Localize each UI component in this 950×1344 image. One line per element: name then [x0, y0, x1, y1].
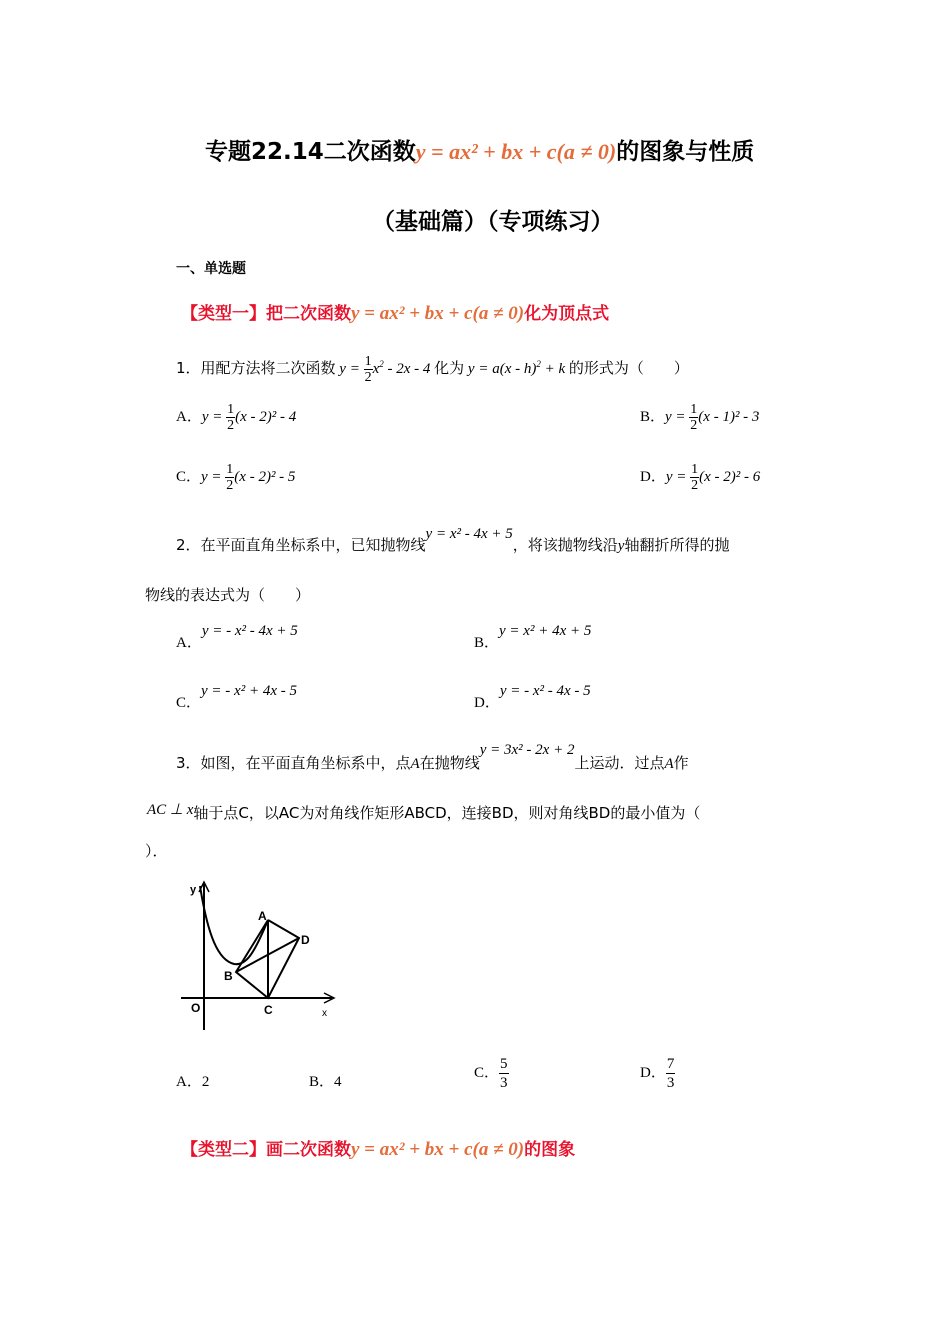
- q3-figure: [176, 876, 346, 1038]
- q3-point-a: A: [410, 756, 420, 772]
- type1-heading: [181, 299, 609, 325]
- q3-option-a[interactable]: [176, 1070, 209, 1091]
- type1-prefix: 【类型一】把二次函数: [181, 304, 351, 324]
- option-label: C．: [474, 1064, 500, 1081]
- option-tail: (x - 2)² - 4: [235, 408, 297, 425]
- option-formula: y = - x² - 4x + 5: [201, 623, 298, 639]
- option-label: A．: [176, 635, 202, 651]
- fig-label-b: B: [224, 969, 233, 983]
- q3-line2: [147, 802, 700, 823]
- fig-label-o: O: [191, 1001, 201, 1015]
- q3-option-c[interactable]: [474, 1055, 509, 1092]
- fig-label-x: x: [322, 1008, 327, 1019]
- q3-point-a-2: A: [664, 756, 674, 772]
- question-1: [176, 354, 689, 385]
- q1-formula: y = $\frac{1}{2}$ $x^2 - 2x - 4$: [335, 354, 435, 385]
- option-label: A．: [176, 1074, 202, 1090]
- option-formula: y = $\frac{1}{2}$ (x - 2)² - 5: [201, 462, 296, 493]
- q2-option-c[interactable]: [176, 683, 297, 712]
- option-label: D．: [640, 468, 666, 485]
- q2-option-a[interactable]: [176, 623, 298, 652]
- q3-line3: ）．: [145, 842, 168, 860]
- q1-option-b[interactable]: [640, 402, 759, 433]
- page-subtitle: （基础篇）（专项练习）: [372, 209, 614, 235]
- option-formula: y = $\frac{1}{2}$ (x - 2)² - 6: [665, 462, 761, 493]
- option-label: B．: [474, 635, 500, 651]
- option-label: D．: [640, 1064, 666, 1081]
- fig-label-c: C: [264, 1003, 273, 1017]
- q2-axis: y: [617, 538, 625, 554]
- fig-label-d: D: [301, 933, 310, 947]
- q1-vertex-form: y = a(x - h)$^2$ + k: [464, 358, 569, 377]
- q3-perp: AC ⊥ x: [147, 802, 194, 818]
- option-value: 2: [201, 1074, 210, 1090]
- q2-text-c: 轴翻折所得的抛: [624, 536, 730, 554]
- q1-text-c: 的形式为（ ）: [568, 358, 689, 377]
- fraction-den: 3: [500, 1075, 508, 1091]
- q3-text-d: 作: [673, 754, 689, 772]
- q1-text-b: 化为: [434, 358, 465, 377]
- option-tail: (x - 1)² - 3: [698, 408, 760, 425]
- q1-text-a: 1．用配方法将二次函数: [176, 358, 336, 377]
- type2-heading: [181, 1135, 575, 1161]
- type2-suffix: 的图象: [524, 1140, 576, 1160]
- option-formula: y = - x² + 4x - 5: [201, 683, 297, 699]
- option-label: D．: [474, 695, 500, 711]
- fig-label-y: y: [190, 884, 197, 896]
- option-formula: y = $\frac{1}{2}$ (x - 2)² - 4: [201, 402, 297, 433]
- title-suffix: 的图象与性质: [616, 139, 755, 165]
- option-value: 4: [334, 1074, 342, 1090]
- q2-text-b: ，将该抛物线沿: [512, 536, 618, 554]
- option-label: C．: [176, 695, 202, 711]
- question-3: [176, 742, 689, 773]
- option-tail: (x - 2)² - 6: [699, 468, 761, 485]
- option-formula: y = $\frac{1}{2}$ (x - 1)² - 3: [665, 402, 760, 433]
- q3-text-c: 上运动．过点: [574, 754, 665, 772]
- option-fraction: [666, 1055, 676, 1092]
- option-label: A．: [176, 408, 202, 425]
- type2-prefix: 【类型二】画二次函数: [181, 1140, 351, 1160]
- q1-option-a[interactable]: [176, 402, 296, 433]
- q3-formula: y = 3x² - 2x + 2: [479, 742, 575, 758]
- q3-text-b: 在抛物线: [419, 754, 480, 772]
- page-title: [205, 133, 754, 166]
- question-2: [176, 526, 730, 555]
- q1-option-c[interactable]: [176, 462, 295, 493]
- fig-label-a: A: [258, 909, 267, 923]
- option-label: C．: [176, 468, 202, 485]
- q2-option-b[interactable]: [474, 623, 592, 652]
- fraction-den: 3: [666, 1075, 675, 1091]
- section-heading: 一、单选题: [176, 261, 246, 277]
- type1-suffix: 化为顶点式: [524, 304, 610, 324]
- fraction-num: 7: [666, 1056, 675, 1072]
- q3-text-a: 3．如图，在平面直角坐标系中，点: [176, 754, 411, 772]
- fraction-num: 5: [500, 1056, 508, 1072]
- type1-formula: y = ax² + bx + c(a ≠ 0): [351, 303, 525, 324]
- q2-option-d[interactable]: [474, 683, 591, 712]
- q1-option-d[interactable]: [640, 462, 760, 493]
- option-formula: y = - x² - 4x - 5: [499, 683, 591, 699]
- q3-option-b[interactable]: [309, 1070, 342, 1091]
- option-tail: (x - 2)² - 5: [234, 468, 296, 485]
- q3-option-d[interactable]: [640, 1055, 675, 1092]
- title-formula: y = ax² + bx + c(a ≠ 0): [415, 139, 617, 164]
- option-fraction: [499, 1055, 509, 1092]
- q3-line2-text: 轴于点C，以AC为对角线作矩形ABCD，连接BD，则对角线BD的最小值为（: [193, 804, 701, 822]
- q2-text-a: 2．在平面直角坐标系中，已知抛物线: [176, 536, 426, 554]
- option-label: B．: [640, 408, 666, 425]
- option-formula: y = x² + 4x + 5: [499, 623, 592, 639]
- type2-formula: y = ax² + bx + c(a ≠ 0): [351, 1139, 525, 1160]
- q2-line2: 物线的表达式为（ ）: [145, 586, 311, 604]
- title-prefix: 专题22.14二次函数: [205, 139, 416, 165]
- parabola-curve: [200, 886, 268, 964]
- q2-formula: y = x² - 4x + 5: [425, 526, 513, 542]
- option-label: B．: [309, 1074, 335, 1090]
